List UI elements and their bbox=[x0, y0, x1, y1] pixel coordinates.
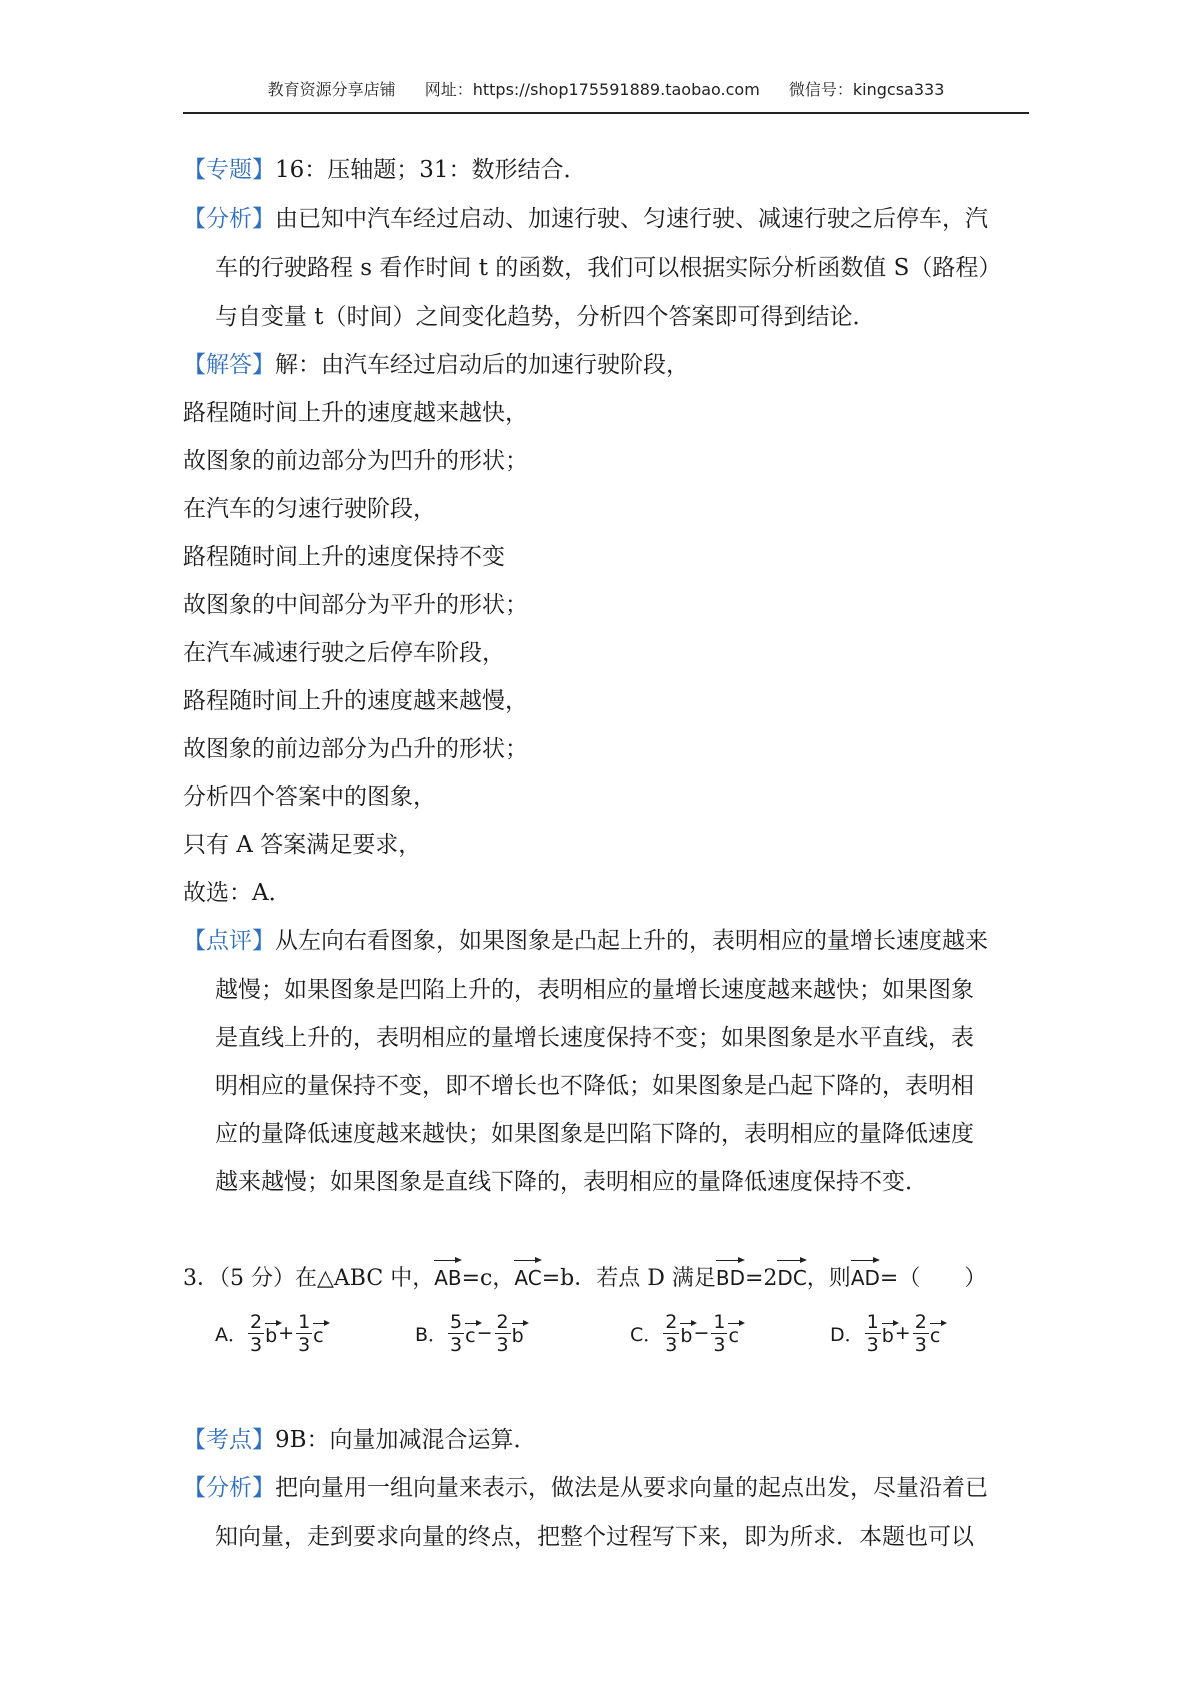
dianping-line2: 越慢；如果图象是凹陷上升的，表明相应的量增长速度越来越快；如果图象 bbox=[215, 977, 974, 1003]
denominator: 3 bbox=[450, 1333, 463, 1356]
option-a[interactable] bbox=[215, 1305, 324, 1361]
q3-eq2: =2 bbox=[744, 1266, 778, 1291]
fraction bbox=[448, 1311, 464, 1356]
vector-symbol: c bbox=[728, 1319, 738, 1347]
q3-mid: ．若点 D 满足 bbox=[574, 1266, 716, 1291]
vector-symbol: c bbox=[313, 1319, 323, 1347]
vector-bd: BD bbox=[716, 1256, 745, 1294]
fenxi1-line2: 车的行驶路程 s 看作时间 t 的函数，我们可以根据实际分析函数值 S（路程） bbox=[215, 255, 1002, 281]
denominator: 3 bbox=[298, 1333, 311, 1356]
header-shop: 教育资源分享店铺 bbox=[267, 80, 396, 99]
header-url: 网址：https://shop175591889.taobao.com bbox=[424, 80, 760, 99]
fenxi1-text1: 由已知中汽车经过启动、加速行驶、匀速行驶、减速行驶之后停车，汽 bbox=[275, 206, 988, 232]
numerator: 1 bbox=[298, 1310, 311, 1333]
vector-ad: AD bbox=[851, 1256, 880, 1294]
option-label: B． bbox=[415, 1323, 448, 1346]
jieda-line: 在汽车减速行驶之后停车阶段， bbox=[183, 640, 505, 666]
vector-symbol: c bbox=[465, 1319, 475, 1347]
q3-prefix: 3．（5 分）在△ABC 中， bbox=[183, 1266, 435, 1291]
vector-ac: AC bbox=[514, 1256, 541, 1294]
vector-symbol: c bbox=[930, 1319, 940, 1347]
jieda-line: 只有 A 答案满足要求， bbox=[183, 832, 422, 858]
option-label: D． bbox=[830, 1323, 864, 1346]
fenxi1-line1 bbox=[183, 203, 988, 235]
q3-options bbox=[215, 1305, 975, 1361]
fenxi2-line1 bbox=[183, 1472, 988, 1504]
q3-then: ，则 bbox=[806, 1266, 851, 1291]
jieda-line: 在汽车的匀速行驶阶段， bbox=[183, 496, 436, 522]
dianping-line3: 是直线上升的，表明相应的量增长速度保持不变；如果图象是水平直线，表 bbox=[215, 1025, 974, 1051]
dianping-text1: 从左向右看图象，如果图象是凸起上升的，表明相应的量增长速度越来 bbox=[275, 928, 988, 954]
numerator: 1 bbox=[866, 1310, 879, 1333]
fenxi2-text1: 把向量用一组向量来表示，做法是从要求向量的起点出发，尽量沿着已 bbox=[275, 1475, 988, 1501]
kaodian-text: 9B：向量加减混合运算． bbox=[275, 1427, 537, 1453]
denominator: 3 bbox=[496, 1333, 509, 1356]
denominator: 3 bbox=[914, 1333, 927, 1356]
header-wechat: 微信号：kingcsa333 bbox=[788, 80, 945, 99]
kaodian-line bbox=[183, 1424, 537, 1456]
option-label: C． bbox=[630, 1323, 663, 1346]
zhuanti-text: 16：压轴题；31：数形结合． bbox=[275, 157, 587, 183]
question-3 bbox=[183, 1256, 986, 1295]
vector-dc: DC bbox=[777, 1256, 806, 1294]
numerator: 1 bbox=[713, 1310, 726, 1333]
denominator: 3 bbox=[665, 1333, 678, 1356]
q3-eq-b: =b bbox=[541, 1266, 575, 1291]
kaodian-tag: 【考点】 bbox=[183, 1427, 275, 1453]
q3-tail: =（ ） bbox=[879, 1266, 987, 1291]
zhuanti-tag: 【专题】 bbox=[183, 157, 275, 183]
fraction bbox=[248, 1311, 264, 1356]
fraction bbox=[711, 1311, 727, 1356]
jieda-line: 路程随时间上升的速度越来越慢， bbox=[183, 688, 528, 714]
dianping-line1 bbox=[183, 925, 988, 957]
jieda-line: 故图象的前边部分为凸升的形状； bbox=[183, 736, 528, 762]
option-c[interactable] bbox=[630, 1305, 739, 1361]
jieda-text0: 解：由汽车经过启动后的加速行驶阶段， bbox=[275, 352, 689, 378]
jieda-line: 故选：A． bbox=[183, 880, 292, 906]
jieda-line: 路程随时间上升的速度越来越快， bbox=[183, 400, 528, 426]
jieda-line0 bbox=[183, 349, 689, 381]
denominator: 3 bbox=[713, 1333, 726, 1356]
dianping-line4: 明相应的量保持不变，即不增长也不降低；如果图象是凸起下降的，表明相 bbox=[215, 1073, 974, 1099]
jieda-line: 故图象的中间部分为平升的形状； bbox=[183, 592, 528, 618]
dianping-line6: 越来越慢；如果图象是直线下降的，表明相应的量降低速度保持不变． bbox=[215, 1169, 928, 1195]
q3-comma: ， bbox=[492, 1266, 515, 1291]
q3-eq-c: =c bbox=[461, 1266, 493, 1291]
jieda-line: 故图象的前边部分为凹升的形状； bbox=[183, 448, 528, 474]
operator: + bbox=[894, 1322, 911, 1344]
fenxi1-tag: 【分析】 bbox=[183, 206, 275, 232]
vector-symbol: b bbox=[512, 1319, 524, 1347]
fraction bbox=[913, 1311, 929, 1356]
operator: − bbox=[693, 1322, 710, 1344]
fraction bbox=[296, 1311, 312, 1356]
dianping-line5: 应的量降低速度越来越快；如果图象是凹陷下降的，表明相应的量降低速度 bbox=[215, 1121, 974, 1147]
operator: − bbox=[476, 1322, 493, 1344]
zhuanti-line bbox=[183, 154, 587, 186]
jieda-line: 分析四个答案中的图象， bbox=[183, 784, 436, 810]
denominator: 3 bbox=[866, 1333, 879, 1356]
numerator: 2 bbox=[665, 1310, 678, 1333]
vector-symbol: b bbox=[882, 1319, 894, 1347]
fraction bbox=[495, 1311, 511, 1356]
numerator: 2 bbox=[914, 1310, 927, 1333]
option-d[interactable] bbox=[830, 1305, 940, 1361]
page-header bbox=[183, 78, 1029, 114]
jieda-line: 路程随时间上升的速度保持不变 bbox=[183, 544, 505, 570]
fraction bbox=[663, 1311, 679, 1356]
fenxi1-line3: 与自变量 t（时间）之间变化趋势，分析四个答案即可得到结论． bbox=[215, 304, 876, 330]
dianping-tag: 【点评】 bbox=[183, 928, 275, 954]
fraction bbox=[865, 1311, 881, 1356]
denominator: 3 bbox=[250, 1333, 263, 1356]
fenxi2-line2: 知向量，走到要求向量的终点，把整个过程写下来，即为所求．本题也可以 bbox=[215, 1524, 974, 1550]
numerator: 2 bbox=[496, 1310, 509, 1333]
option-b[interactable] bbox=[415, 1305, 524, 1361]
vector-symbol: b bbox=[680, 1319, 692, 1347]
jieda-tag: 【解答】 bbox=[183, 352, 275, 378]
numerator: 2 bbox=[250, 1310, 263, 1333]
operator: + bbox=[278, 1322, 295, 1344]
option-label: A． bbox=[215, 1323, 247, 1346]
vector-symbol: b bbox=[265, 1319, 277, 1347]
fenxi2-tag: 【分析】 bbox=[183, 1475, 275, 1501]
numerator: 5 bbox=[450, 1310, 463, 1333]
vector-ab: AB bbox=[434, 1256, 461, 1294]
